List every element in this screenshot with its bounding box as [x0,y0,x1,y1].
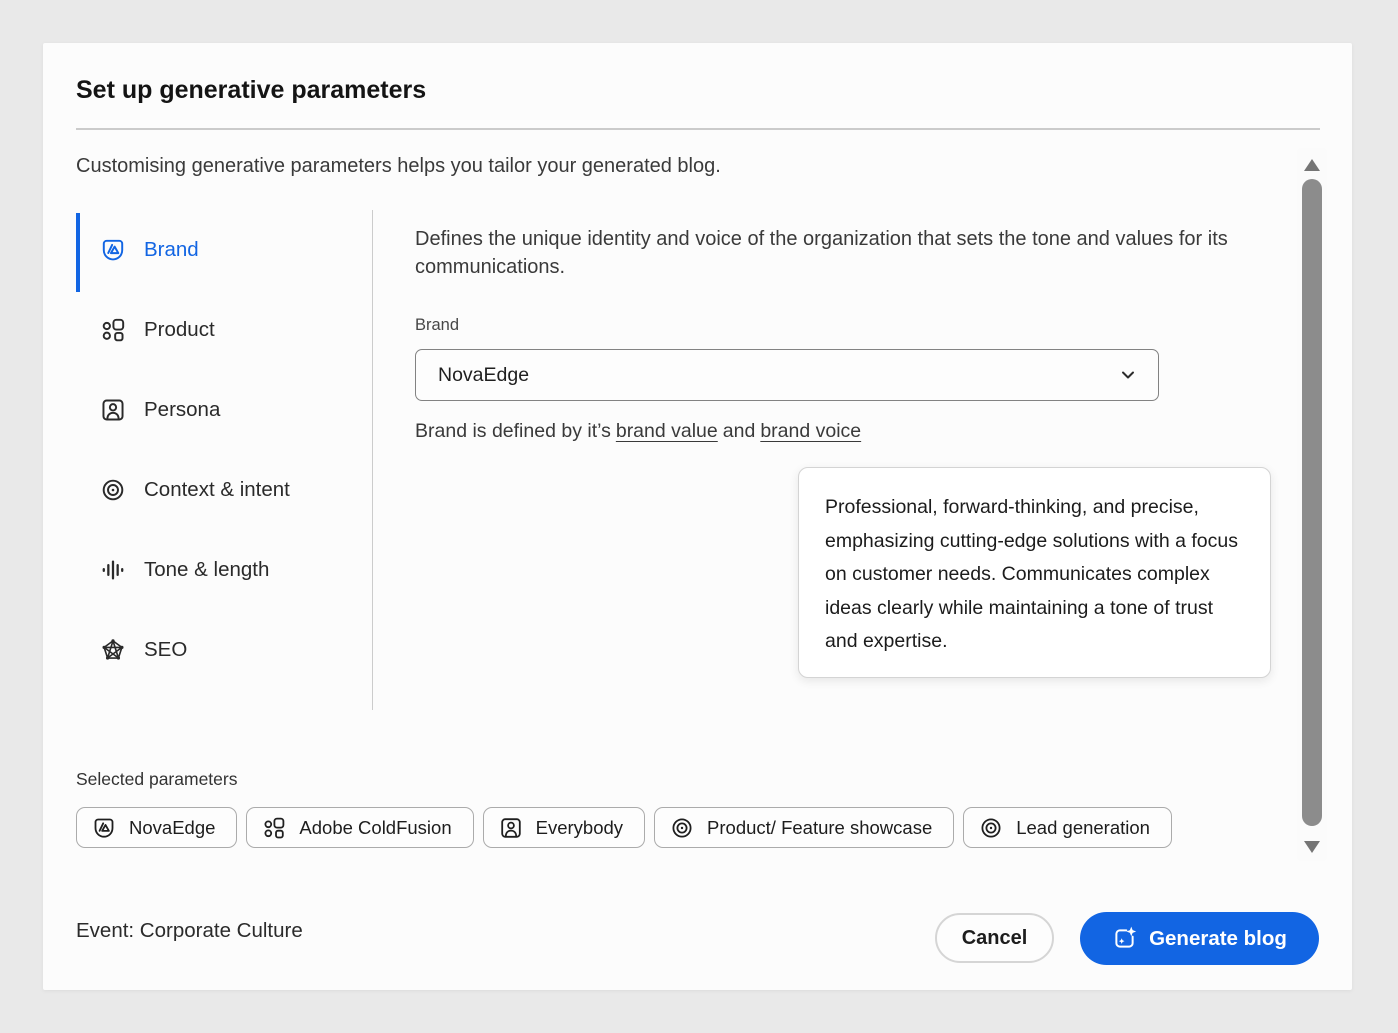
sidebar-item-context-intent[interactable] [76,450,372,530]
sidebar-item-brand[interactable] [76,210,372,290]
chip-lead-generation[interactable] [963,807,1172,848]
sidebar-item-persona[interactable] [76,370,372,450]
definition-prefix: Brand is defined by it’s [415,420,611,442]
target-icon [100,477,126,503]
generate-blog-label: Generate blog [1149,926,1287,950]
scroll-down-arrow-icon[interactable] [1304,841,1320,853]
sidebar-item-label: Brand [144,238,199,261]
brand-voice-link[interactable]: brand voice [760,420,862,442]
star-network-icon [100,637,126,663]
target-icon [670,816,694,840]
active-item-indicator [76,213,80,292]
product-shapes-icon [262,816,286,840]
event-label: Event: Corporate Culture [76,919,303,942]
scrollbar-thumb[interactable] [1302,179,1322,826]
title-divider [76,128,1320,130]
scroll-up-arrow-icon[interactable] [1304,159,1320,171]
vertical-scrollbar[interactable] [1297,148,1327,861]
sidebar-item-seo[interactable] [76,610,372,690]
sidebar-item-label: Product [144,318,215,341]
brand-definition-text [415,420,866,443]
target-icon [979,816,1003,840]
brand-select-value: NovaEdge [438,363,530,386]
chip-adobe-coldfusion[interactable] [246,807,473,848]
cancel-button[interactable]: Cancel [935,913,1054,963]
sidebar-item-label: Persona [144,398,221,421]
parameters-sidebar [76,210,372,690]
chip-label: Everybody [535,816,624,838]
brand-shield-icon [92,816,116,840]
parameter-description: Defines the unique identity and voice of the organization that sets the tone and values for its communications. [415,228,1228,278]
brand-value-link[interactable]: brand value [615,420,718,442]
dialog-subtitle: Customising generative parameters helps you tailor your generated blog. [76,155,721,177]
sidebar-item-label: SEO [144,638,188,661]
selected-parameters-label: Selected parameters [76,769,238,789]
brand-voice-tooltip: Professional, forward-thinking, and precise, emphasizing cutting-edge solutions with a focus on customer needs. Communicates complex ideas clearly while maintaining a tone of trust and expertise. [798,467,1271,678]
chip-product-feature-showcase[interactable] [654,807,954,848]
chip-label: Lead generation [1016,816,1150,838]
sidebar-divider [372,210,373,710]
chevron-down-icon [1118,365,1138,385]
definition-conjunction: and [722,420,756,442]
chip-novaedge[interactable] [76,807,237,848]
generate-blog-button[interactable] [1080,912,1319,965]
sidebar-item-product[interactable] [76,290,372,370]
sidebar-item-tone-length[interactable] [76,530,372,610]
page-title: Set up generative parameters [76,76,427,104]
persona-icon [499,816,523,840]
sidebar-item-label: Context & intent [144,478,290,501]
sidebar-item-label: Tone & length [144,558,270,581]
brand-select[interactable] [415,349,1159,401]
chip-everybody[interactable] [483,807,645,848]
waveform-icon [100,557,126,583]
brand-shield-icon [100,237,126,263]
chip-label: Product/ Feature showcase [707,816,933,838]
persona-icon [100,397,126,423]
generative-parameters-dialog [43,43,1352,990]
chip-label: NovaEdge [129,816,216,838]
chip-label: Adobe ColdFusion [299,816,452,838]
brand-field-label: Brand [415,316,460,334]
generate-sparkle-icon [1112,926,1137,951]
product-shapes-icon [100,317,126,343]
selected-parameters-chips [76,807,1172,848]
